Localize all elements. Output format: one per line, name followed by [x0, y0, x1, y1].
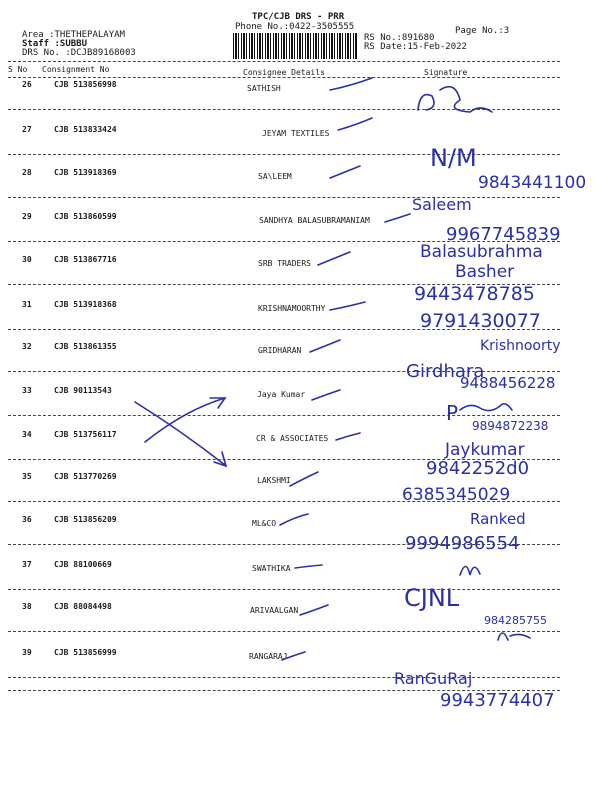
hw-r29-phone: 9967745839: [446, 224, 561, 245]
tick-mark: [300, 605, 328, 615]
row-divider: [8, 415, 560, 416]
row-sno: 26: [22, 80, 32, 89]
signature-scribble: [460, 567, 480, 576]
header-divider-bottom: [8, 77, 560, 78]
row-consignment-no: CJB 513856209: [54, 515, 117, 524]
row-divider: [8, 631, 560, 632]
row-divider: [8, 241, 560, 242]
hw-r30-name2: Basher: [455, 262, 515, 282]
row-divider: [8, 544, 560, 545]
row-consignment-no: CJB 513756117: [54, 430, 117, 439]
row-sno: 28: [22, 168, 32, 177]
row-sno: 29: [22, 212, 32, 221]
row-sno: 33: [22, 386, 32, 395]
hw-r36-name: Ranked: [470, 510, 526, 528]
row-consignee: SA\LEEM: [258, 172, 292, 181]
col-sno: S No: [8, 65, 28, 74]
row-consignee: CR & ASSOCIATES: [256, 434, 329, 443]
row-sno: 39: [22, 648, 32, 657]
row-consignee: SRB TRADERS: [258, 259, 311, 268]
hw-r28-phone: 9843441100: [478, 173, 587, 193]
row-consignee: SANDHYA BALASUBRAMANIAM: [259, 216, 370, 225]
tick-mark: [330, 166, 360, 178]
row-consignment-no: CJB 513918369: [54, 168, 117, 177]
signature-scribble: [460, 404, 512, 411]
row-consignment-no: CJB 513861355: [54, 342, 117, 351]
cross-mark: [145, 398, 225, 442]
hw-r28-name: Saleem: [412, 195, 472, 214]
row-consignee: ARIVAALGAN: [250, 606, 299, 615]
row-consignee: GRIDHARAN: [258, 346, 302, 355]
area-label: Area :THETHEPALAYAM: [22, 30, 125, 40]
hw-r35-phone2: 6385345029: [402, 485, 511, 505]
row-consignee: LAKSHMI: [257, 476, 291, 485]
staff-label: Staff :SUBBU: [22, 39, 88, 49]
row-consignment-no: CJB 513856998: [54, 80, 117, 89]
row-consignee: SWATHIKA: [252, 564, 291, 573]
hw-r38-text: CJNL: [404, 584, 460, 612]
phone-number: Phone No.:0422-3505555: [235, 22, 355, 32]
row-sno: 37: [22, 560, 32, 569]
row-consignee: KRISHNAMOORTHY: [258, 304, 326, 313]
tick-mark: [338, 118, 372, 130]
hw-r36-phone: 9994986554: [405, 533, 520, 554]
row-consignment-no: CJB 513856999: [54, 648, 117, 657]
row-consignment-no: CJB 513770269: [54, 472, 117, 481]
page-number: Page No.:3: [455, 26, 510, 36]
cross-mark: [135, 402, 225, 465]
row-consignee: SATHISH: [247, 84, 281, 93]
col-consignment: Consignment No: [42, 65, 110, 74]
row-consignee: JEYAM TEXTILES: [262, 129, 330, 138]
row-consignment-no: CJB 88084498: [54, 602, 112, 611]
tick-mark: [318, 252, 350, 265]
document-title: TPC/CJB DRS - PRR: [252, 12, 345, 22]
row-sno: 36: [22, 515, 32, 524]
row-consignee: ML&CO: [252, 519, 277, 528]
tick-mark: [290, 472, 318, 486]
hw-r32-name2: Girdhara: [406, 361, 485, 382]
hw-r32-name: Krishnoorty: [480, 338, 561, 354]
arrow-head: [210, 398, 225, 408]
row-divider: [8, 501, 560, 502]
hw-r34-phone: 9894872238: [472, 419, 549, 433]
hw-r27: N/M: [430, 144, 477, 172]
hw-r38-phone: 984285755: [484, 614, 547, 627]
hw-r32-phone: 9488456228: [460, 374, 556, 392]
tick-mark: [312, 390, 340, 400]
row-sno: 30: [22, 255, 32, 264]
hw-r39-phone: 9943774407: [440, 690, 555, 711]
row-consignment-no: CJB 88100669: [54, 560, 112, 569]
row-divider: [8, 677, 560, 678]
header-divider-top: [8, 61, 560, 62]
row-sno: 34: [22, 430, 32, 439]
row-divider: [8, 459, 560, 460]
hw-r31-phone2: 9791430077: [420, 310, 541, 332]
row-divider: [8, 329, 560, 330]
hw-r31-phone: 9443478785: [414, 283, 535, 305]
row-sno: 35: [22, 472, 32, 481]
tick-mark: [310, 340, 340, 352]
row-sno: 38: [22, 602, 32, 611]
row-consignment-no: CJB 513918368: [54, 300, 117, 309]
barcode: [233, 33, 357, 59]
row-consignment-no: CJB 90113543: [54, 386, 112, 395]
tick-mark: [280, 514, 308, 525]
row-divider: [8, 109, 560, 110]
tick-mark: [385, 214, 410, 222]
hw-r39-name: RanGuRaj: [394, 669, 473, 688]
row-sno: 32: [22, 342, 32, 351]
tick-mark: [330, 78, 372, 90]
row-divider: [8, 690, 560, 691]
tick-mark: [330, 302, 365, 310]
hw-r30-name: Balasubrahma: [420, 242, 543, 262]
hw-r35-phone: 9842252d0: [426, 458, 530, 479]
signature-scribble: [498, 633, 530, 640]
col-signature: Signature: [424, 68, 468, 77]
tick-mark: [336, 433, 360, 440]
hw-r34-name: Jaykumar: [445, 440, 525, 460]
row-consignee: Jaya Kumar: [257, 390, 306, 399]
row-consignment-no: CJB 513867716: [54, 255, 117, 264]
row-divider: [8, 371, 560, 372]
row-consignment-no: CJB 513833424: [54, 125, 117, 134]
row-divider: [8, 154, 560, 155]
row-consignment-no: CJB 513860599: [54, 212, 117, 221]
row-divider: [8, 197, 560, 198]
row-consignee: RANGARAJ: [249, 652, 288, 661]
drs-number: DRS No. :DCJB89168003: [22, 48, 136, 58]
row-sno: 31: [22, 300, 32, 309]
hw-r33-name: P: [446, 401, 459, 425]
rs-date: RS Date:15-Feb-2022: [364, 42, 467, 52]
row-divider: [8, 284, 560, 285]
row-sno: 27: [22, 125, 32, 134]
row-divider: [8, 589, 560, 590]
tick-mark: [295, 565, 322, 568]
col-consignee: Consignee Details: [243, 68, 325, 77]
rs-number: RS No.:891680: [364, 33, 435, 43]
